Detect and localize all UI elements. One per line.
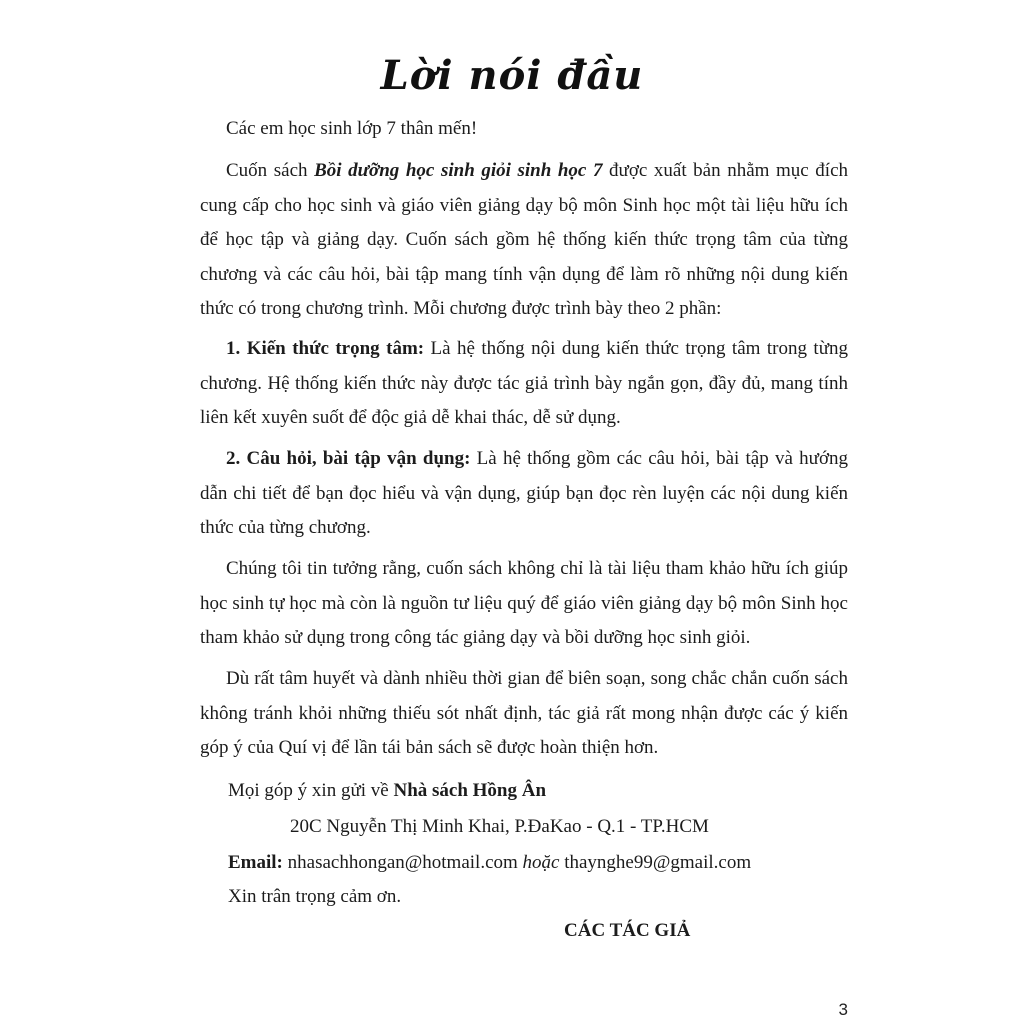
publisher-address: 20C Nguyễn Thị Minh Khai, P.ĐaKao - Q.1 - TP.HCM [290,816,709,837]
intro-rest: được xuất bản nhằm mục đích cung cấp cho học sinh và giáo viên giảng dạy bộ môn Sinh học một tài liệu hữu ích để học tập và giảng dạy. Cuốn sách gồm hệ thống kiến thức trọng tâm của từng chương và các câu hỏi, bài tập mang tính vận dụng để làm rõ những nội dung kiến thức có trong chương trình. Mỗi chương được trình bày theo 2 phần: [200,160,848,319]
email-label: Email: [228,852,283,873]
greeting-text: Các em học sinh lớp 7 thân mến! [226,118,478,139]
thanks-line: Xin trân trọng cảm ơn. [228,886,402,907]
intro-lead: Cuốn sách [226,160,315,181]
belief-text: Chúng tôi tin tưởng rằng, cuốn sách không chỉ là tài liệu tham khảo hữu ích giúp học sinh tự học mà còn là nguồn tư liệu quý để giáo viên giảng dạy bộ môn Sinh học tham khảo sử dụng trong công tác giảng dạy và bồi dưỡng học sinh giỏi. [200,558,848,648]
greeting [200,112,848,147]
intro-paragraph [200,154,848,327]
part-1-text: Là hệ thống nội dung kiến thức trọng tâm trong từng chương. Hệ thống kiến thức này được tác giả trình bày ngắn gọn, đầy đủ, mang tính liên kết xuyên suốt để độc giả dễ khai thác, dễ sử dụng. [200,338,848,428]
contact-intro-text: Mọi góp ý xin gửi về [228,780,394,801]
page-title: Lời nói đầu [380,52,644,99]
part-2-heading: 2. Câu hỏi, bài tập vận dụng: [226,448,471,469]
contact-email-line [228,852,751,874]
book-title: Bồi dưỡng học sinh giỏi sinh học 7 [314,160,603,181]
page-number: 3 [838,1000,848,1019]
publisher-name: Nhà sách Hồng Ân [393,780,547,801]
part-1-paragraph [200,332,848,436]
email-2: thaynghe99@gmail.com [559,852,752,873]
email-1: nhasachhongan@hotmail.com [282,852,523,873]
apology-paragraph [200,662,848,766]
email-or: hoặc [522,852,560,873]
part-2-paragraph [200,442,848,546]
contact-intro [228,780,546,802]
belief-paragraph [200,552,848,656]
signature: CÁC TÁC GIẢ [564,920,691,941]
apology-text: Dù rất tâm huyết và dành nhiều thời gian để biên soạn, song chắc chắn cuốn sách không tránh khỏi những thiếu sót nhất định, tác giả rất mong nhận được các ý kiến góp ý của Quí vị để lần tái bản sách sẽ được hoàn thiện hơn. [200,668,848,758]
part-2-text: Là hệ thống gồm các câu hỏi, bài tập và hướng dẫn chi tiết để bạn đọc hiểu và vận dụng, giúp bạn đọc rèn luyện các nội dung kiến thức của từng chương. [200,448,848,538]
part-1-heading: 1. Kiến thức trọng tâm: [226,338,425,359]
